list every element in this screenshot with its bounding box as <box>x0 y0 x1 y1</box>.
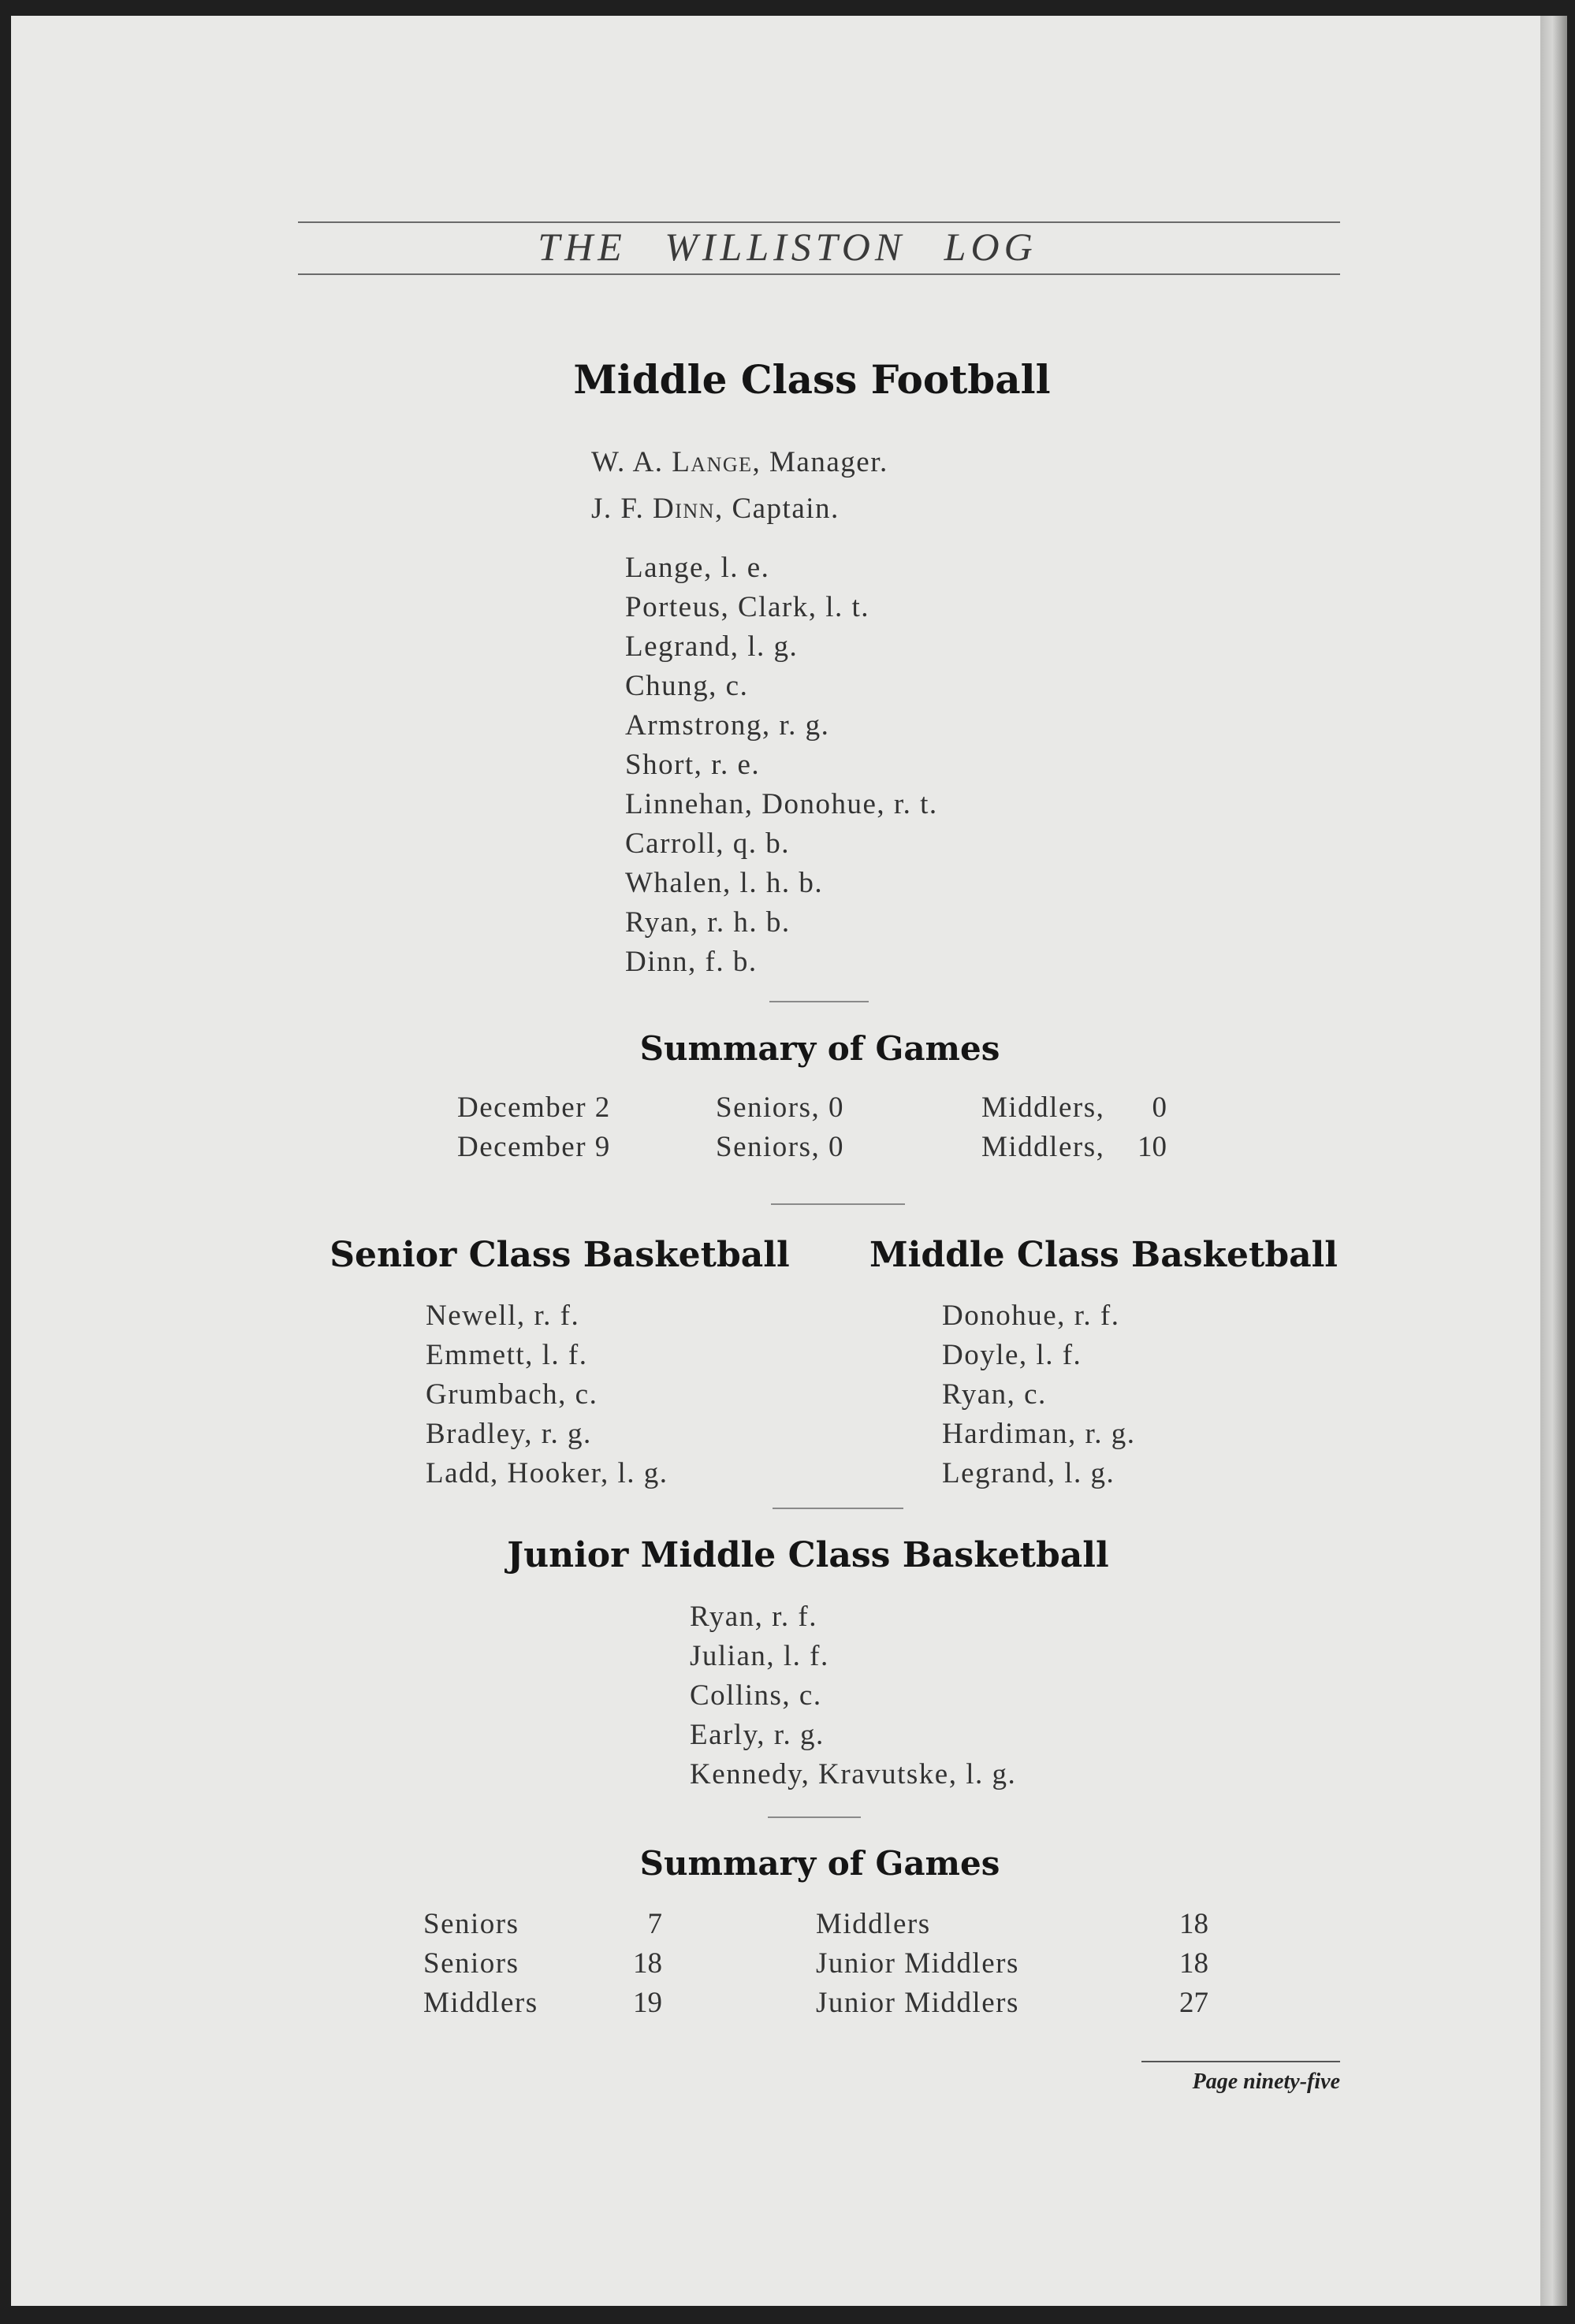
game-score-b: 0 <box>1152 1091 1167 1124</box>
divider <box>768 1816 861 1818</box>
bb-team-a: Seniors <box>423 1947 519 1980</box>
football-player: Ryan, r. h. b. <box>625 906 791 939</box>
junior-middle-player: Julian, l. f. <box>690 1640 829 1672</box>
bb-team-a: Middlers <box>423 1987 538 2019</box>
football-player: Legrand, l. g. <box>625 630 799 663</box>
senior-player: Emmett, l. f. <box>426 1339 588 1371</box>
middle-basketball-title: Middle Class Basketball <box>869 1235 1339 1275</box>
middle-player: Ryan, c. <box>942 1378 1047 1411</box>
game-team-b: Middlers, <box>981 1091 1105 1124</box>
divider <box>769 1001 869 1002</box>
game-team-b: Middlers, <box>981 1131 1105 1163</box>
football-player: Chung, c. <box>625 670 749 702</box>
page-edge <box>1540 16 1567 2306</box>
junior-middle-player: Collins, c. <box>690 1679 822 1712</box>
bb-team-a: Seniors <box>423 1908 519 1940</box>
football-summary-title: Summary of Games <box>639 1029 1000 1068</box>
manager-name: W. A. Lange <box>591 446 753 478</box>
bb-score-b: 18 <box>1179 1947 1208 1980</box>
middle-player: Hardiman, r. g. <box>942 1418 1136 1450</box>
football-player: Whalen, l. h. b. <box>625 867 824 899</box>
header-rule-top <box>298 221 1340 223</box>
junior-middle-player: Kennedy, Kravutske, l. g. <box>690 1758 1017 1790</box>
football-player: Dinn, f. b. <box>625 946 758 978</box>
football-player: Short, r. e. <box>625 749 761 781</box>
game-date: December 2 <box>457 1091 611 1124</box>
football-title: Middle Class Football <box>573 356 1051 403</box>
middle-player: Doyle, l. f. <box>942 1339 1082 1371</box>
game-date: December 9 <box>457 1131 611 1163</box>
game-score-b: 10 <box>1138 1131 1167 1163</box>
bb-score-b: 27 <box>1179 1987 1208 2019</box>
football-player: Porteus, Clark, l. t. <box>625 591 870 623</box>
header-rule-bottom <box>298 273 1340 275</box>
football-player: Armstrong, r. g. <box>625 709 830 742</box>
football-player: Linnehan, Donohue, r. t. <box>625 788 938 820</box>
junior-middle-player: Ryan, r. f. <box>690 1601 817 1633</box>
junior-middle-basketball-title: Junior Middle Class Basketball <box>507 1535 1109 1575</box>
senior-player: Newell, r. f. <box>426 1300 580 1332</box>
football-player: Lange, l. e. <box>625 552 770 584</box>
bb-team-b: Middlers <box>816 1908 931 1940</box>
divider <box>773 1508 903 1509</box>
junior-middle-player: Early, r. g. <box>690 1719 825 1751</box>
captain-role: Captain. <box>732 493 840 525</box>
football-player: Carroll, q. b. <box>625 827 791 860</box>
manager-role: Manager. <box>769 446 888 478</box>
football-manager: W. A. Lange, Manager. <box>591 446 888 478</box>
bb-score-a: 18 <box>633 1947 662 1980</box>
game-team-a: Seniors, 0 <box>716 1131 844 1163</box>
football-captain: J. F. Dinn, Captain. <box>591 493 840 525</box>
bb-score-a: 7 <box>647 1908 662 1940</box>
game-team-a: Seniors, 0 <box>716 1091 844 1124</box>
running-head: THE WILLISTON LOG <box>538 225 1037 269</box>
middle-player: Donohue, r. f. <box>942 1300 1120 1332</box>
senior-player: Grumbach, c. <box>426 1378 598 1411</box>
page-number: Page ninety-five <box>1192 2069 1340 2094</box>
bb-score-b: 18 <box>1179 1908 1208 1940</box>
basketball-summary-title: Summary of Games <box>639 1844 1000 1883</box>
captain-name: J. F. Dinn <box>591 493 715 525</box>
senior-player: Ladd, Hooker, l. g. <box>426 1457 668 1489</box>
folio-rule <box>1141 2061 1340 2062</box>
senior-basketball-title: Senior Class Basketball <box>330 1235 790 1275</box>
middle-player: Legrand, l. g. <box>942 1457 1115 1489</box>
bb-score-a: 19 <box>633 1987 662 2019</box>
bb-team-b: Junior Middlers <box>816 1947 1019 1980</box>
divider <box>771 1203 905 1205</box>
senior-player: Bradley, r. g. <box>426 1418 592 1450</box>
bb-team-b: Junior Middlers <box>816 1987 1019 2019</box>
